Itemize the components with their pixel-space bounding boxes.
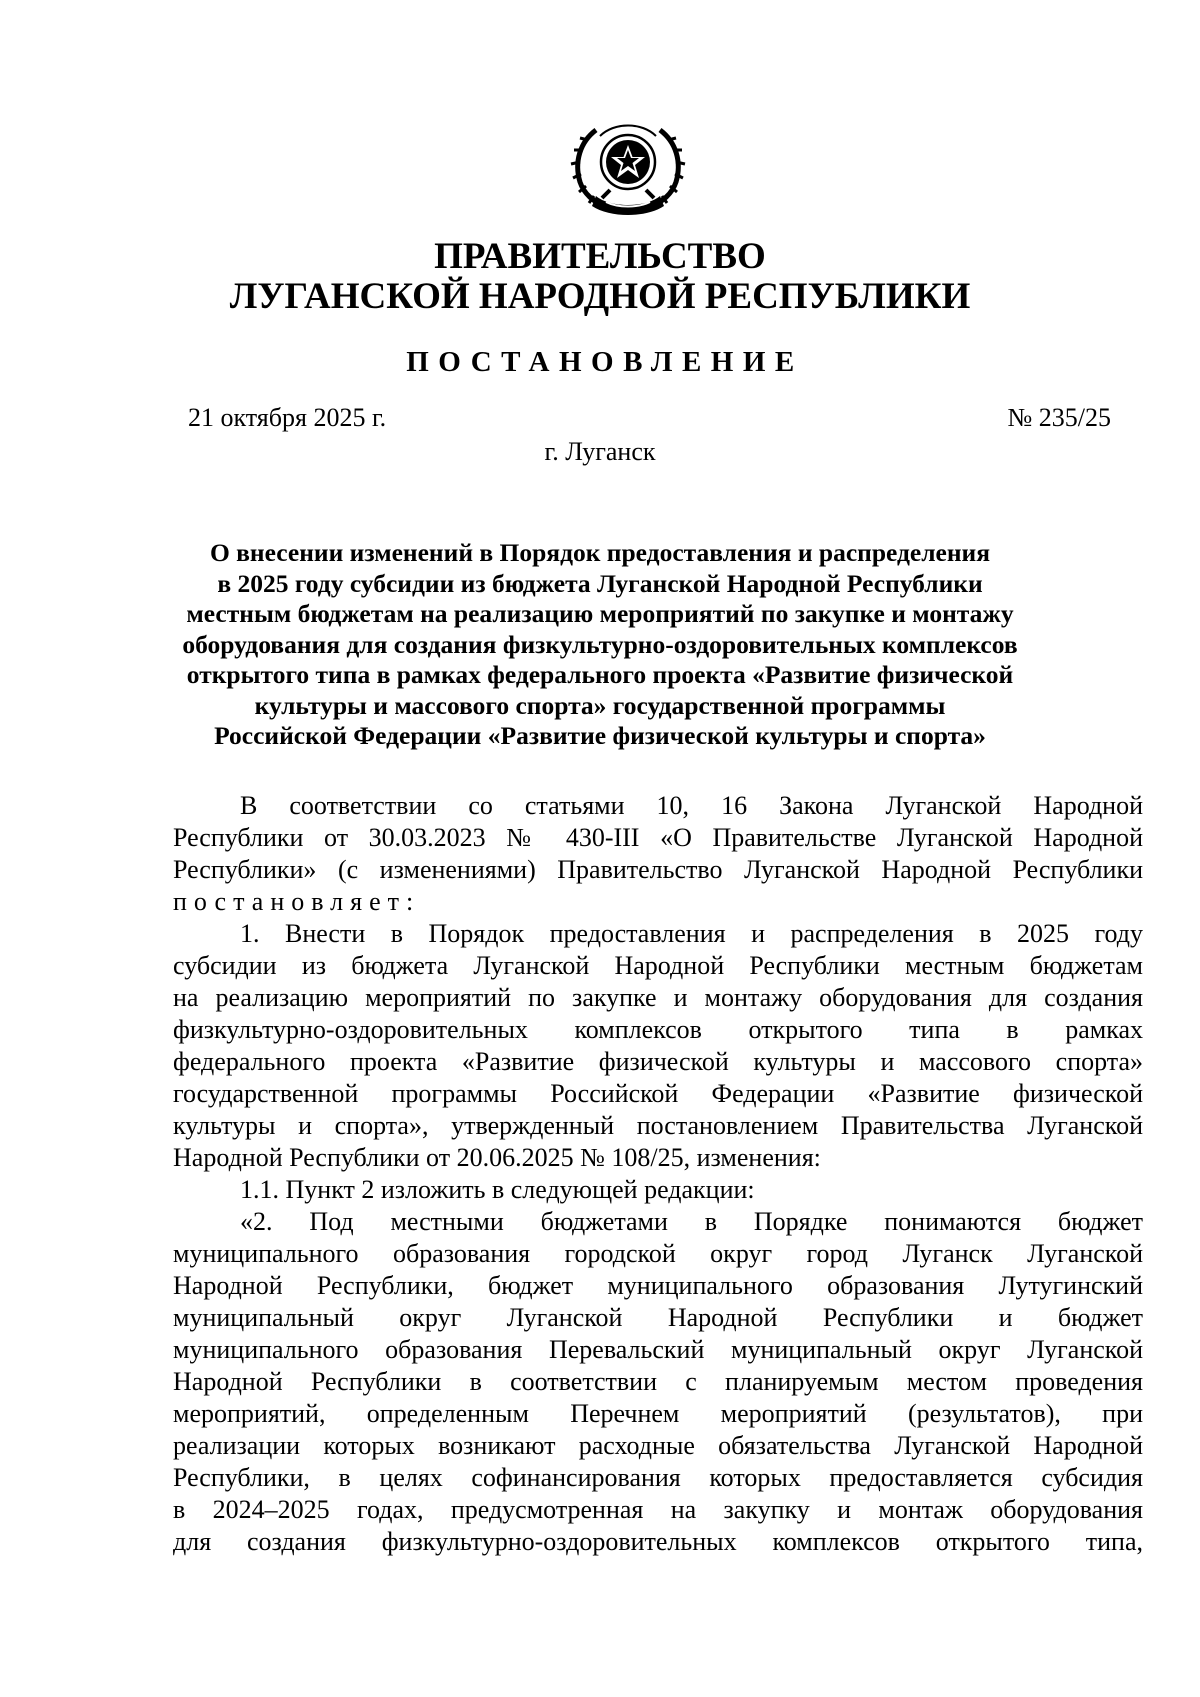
document-city: г. Луганск (544, 437, 656, 466)
body-line: Народной Республики от 20.06.2025 № 108/25, изменения: (173, 1143, 821, 1172)
body-line: субсидии из бюджета Луганской Народной Республики местным бюджетам (173, 951, 1143, 980)
body-line: реализации которых возникают расходные обязательства Луганской Народной (173, 1431, 1143, 1460)
body-line: 1. Внести в Порядок предоставления и распределения в 2025 году (240, 919, 1143, 948)
body-line: Народной Республики, бюджет муниципального образования Лутугинский (173, 1271, 1143, 1300)
body-line: федерального проекта «Развитие физической культуры и массового спорта» (173, 1047, 1143, 1076)
government-title-line1: ПРАВИТЕЛЬСТВО (434, 236, 766, 277)
body-line: Республики» (с изменениями) Правительство Луганской Народной Республики (173, 855, 1143, 884)
body-line: мероприятий, определенным Перечнем мероприятий (результатов), при (173, 1399, 1143, 1428)
body-line: для создания физкультурно-оздоровительных комплексов открытого типа, (173, 1527, 1143, 1556)
document-body (173, 790, 1143, 1558)
body-line: физкультурно-оздоровительных комплексов открытого типа в рамках (173, 1015, 1143, 1044)
government-title-line2: ЛУГАНСКОЙ НАРОДНОЙ РЕСПУБЛИКИ (229, 276, 971, 317)
document-number: № 235/25 (1007, 403, 1111, 432)
body-line: Республики от 30.03.2023 № 430-III «О Правительстве Луганской Народной (173, 823, 1143, 852)
subject-line: открытого типа в рамках федерального проекта «Развитие физической (186, 660, 1014, 689)
body-line: «2. Под местными бюджетами в Порядке понимаются бюджет (240, 1207, 1143, 1236)
subject-line: местным бюджетам на реализацию мероприятий по закупке и монтажу (186, 599, 1014, 628)
subject-line: в 2025 году субсидии из бюджета Луганской Народной Республики (217, 568, 983, 598)
document-subject (160, 538, 1040, 752)
subject-line: культуры и массового спорта» государственной программы (254, 690, 946, 720)
body-line: Республики, в целях софинансирования которых предоставляется субсидия (173, 1463, 1143, 1492)
body-line: 1.1. Пункт 2 изложить в следующей редакции: (240, 1175, 755, 1204)
subject-line: оборудования для создания физкультурно-оздоровительных комплексов (182, 629, 1018, 659)
body-line: культуры и спорта», утвержденный постановлением Правительства Луганской (173, 1111, 1143, 1140)
document-type: ПОСТАНОВЛЕНИЕ (406, 346, 804, 378)
document-date: 21 октября 2025 г. (188, 403, 387, 432)
coat-of-arms-icon (566, 118, 690, 218)
body-line: государственной программы Российской Федерации «Развитие физической (173, 1079, 1143, 1108)
subject-line: О внесении изменений в Порядок предоставления и распределения (209, 538, 991, 567)
body-line: постановляет: (173, 887, 421, 916)
subject-line: Российской Федерации «Развитие физической культуры и спорта» (214, 721, 986, 750)
body-line: муниципальный округ Луганской Народной Республики и бюджет (173, 1303, 1143, 1332)
body-line: муниципального образования городской округ город Луганск Луганской (173, 1239, 1143, 1268)
body-line: муниципального образования Перевальский муниципальный округ Луганской (173, 1335, 1143, 1364)
body-line: в 2024–2025 годах, предусмотренная на закупку и монтаж оборудования (173, 1495, 1143, 1524)
body-line: В соответствии со статьями 10, 16 Закона Луганской Народной (240, 791, 1143, 820)
body-line: на реализацию мероприятий по закупке и монтажу оборудования для создания (173, 983, 1143, 1012)
body-line: Народной Республики в соответствии с планируемым местом проведения (173, 1367, 1143, 1396)
